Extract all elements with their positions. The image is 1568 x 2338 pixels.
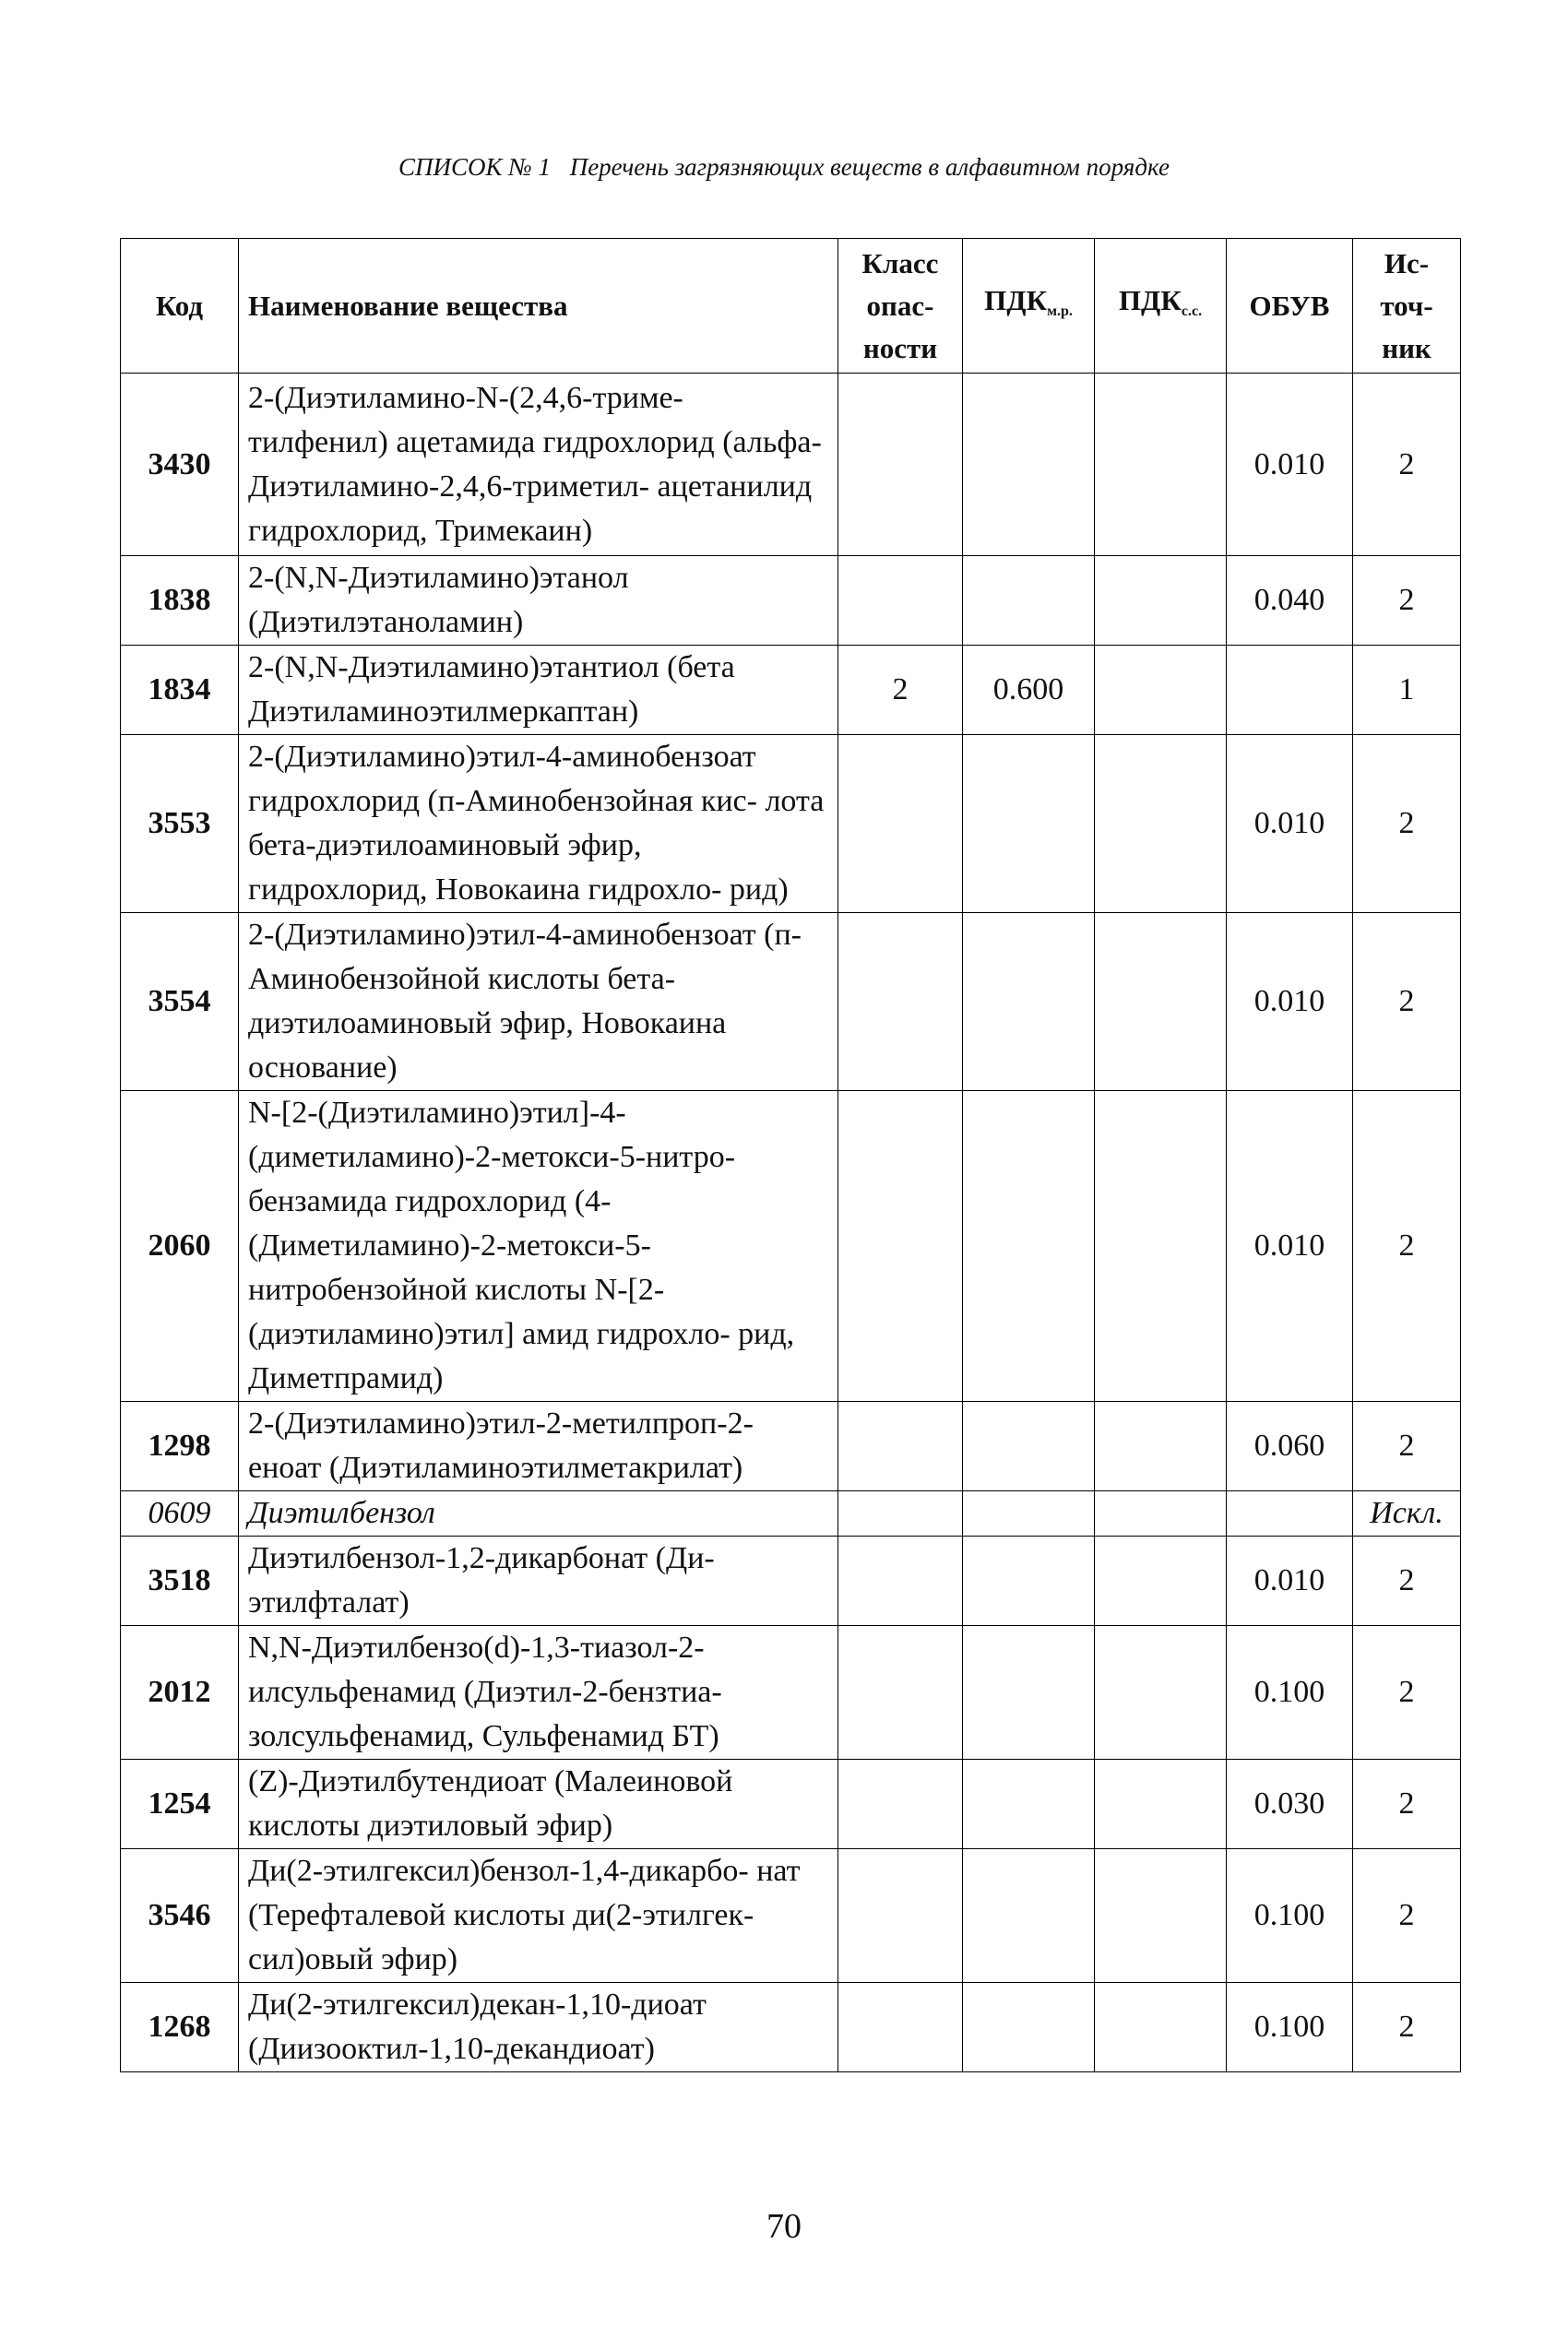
cell-name: N-[2-(Диэтиламино)этил]-4- (диметиламино)-2-метокси-5-нитро- бензамида гидрохлорид (4-(Диметиламино)-2-метокси-5- нитробензойной кислоты N-[2- (диэтиламино)этил] амид гидрохло- рид, Диметпрамид) xyxy=(239,1091,838,1402)
cell-code: 1298 xyxy=(121,1402,239,1491)
cell-pdk-ss xyxy=(1095,1760,1227,1849)
cell-source: 2 xyxy=(1353,1091,1461,1402)
cell-source: 2 xyxy=(1353,1760,1461,1849)
col-header-obuv: ОБУВ xyxy=(1227,239,1353,374)
table-header-row xyxy=(121,239,1461,374)
cell-code: 1254 xyxy=(121,1760,239,1849)
table-row xyxy=(121,735,1461,913)
cell-source: 2 xyxy=(1353,1402,1461,1491)
cell-pdk-mr xyxy=(963,735,1095,913)
cell-name: 2-(N,N-Диэтиламино)этанол (Диэтилэтаноламин) xyxy=(239,556,838,646)
cell-obuv: 0.010 xyxy=(1227,913,1353,1091)
table-row xyxy=(121,1983,1461,2072)
cell-pdk-ss xyxy=(1095,913,1227,1091)
cell-code: 1838 xyxy=(121,556,239,646)
table-row xyxy=(121,913,1461,1091)
cell-code: 1268 xyxy=(121,1983,239,2072)
cell-code: 3546 xyxy=(121,1849,239,1983)
cell-pdk-ss xyxy=(1095,1626,1227,1760)
cell-name: 2-(Диэтиламино)этил-2-метилпроп-2- еноат (Диэтиламиноэтилметакрилат) xyxy=(239,1402,838,1491)
table-row xyxy=(121,374,1461,556)
list-subtitle: Перечень загрязняющих веществ в алфавитном порядке xyxy=(569,153,1170,181)
cell-source: 2 xyxy=(1353,913,1461,1091)
cell-name: 2-(N,N-Диэтиламино)этантиол (бета Диэтиламиноэтилмеркаптан) xyxy=(239,646,838,735)
cell-pdk-mr xyxy=(963,913,1095,1091)
cell-name: Ди(2-этилгексил)декан-1,10-диоат (Диизооктил-1,10-декандиоат) xyxy=(239,1983,838,2072)
table-row xyxy=(121,1402,1461,1491)
cell-hazard-class xyxy=(838,1402,963,1491)
pdk-ss-label: ПДК xyxy=(1118,283,1182,316)
cell-pdk-mr xyxy=(963,1849,1095,1983)
cell-pdk-mr xyxy=(963,1402,1095,1491)
cell-hazard-class xyxy=(838,1537,963,1626)
col-header-source: Ис- точ- ник xyxy=(1353,239,1461,374)
table-row xyxy=(121,1760,1461,1849)
cell-hazard-class: 2 xyxy=(838,646,963,735)
cell-source: Искл. xyxy=(1353,1491,1461,1537)
cell-pdk-ss xyxy=(1095,1537,1227,1626)
cell-source: 2 xyxy=(1353,1537,1461,1626)
table-row xyxy=(121,1626,1461,1760)
pdk-mr-label: ПДК xyxy=(984,283,1048,316)
pdk-mr-subscript: м.р. xyxy=(1047,303,1073,319)
cell-pdk-ss xyxy=(1095,1849,1227,1983)
list-label: СПИСОК № 1 xyxy=(398,153,551,181)
cell-code: 2012 xyxy=(121,1626,239,1760)
cell-obuv: 0.010 xyxy=(1227,735,1353,913)
cell-pdk-ss xyxy=(1095,735,1227,913)
col-header-pdk-ss xyxy=(1095,239,1227,374)
cell-pdk-mr xyxy=(963,1537,1095,1626)
cell-source: 1 xyxy=(1353,646,1461,735)
cell-obuv: 0.060 xyxy=(1227,1402,1353,1491)
cell-obuv: 0.040 xyxy=(1227,556,1353,646)
cell-name: 2-(Диэтиламино)этил-4-аминобензоат (п-Аминобензойной кислоты бета- диэтилоаминовый эфир, Новокаина основание) xyxy=(239,913,838,1091)
cell-name: Диэтилбензол-1,2-дикарбонат (Ди- этилфталат) xyxy=(239,1537,838,1626)
table-row xyxy=(121,1537,1461,1626)
table-row xyxy=(121,646,1461,735)
cell-pdk-mr xyxy=(963,1983,1095,2072)
col-header-name: Наименование вещества xyxy=(239,239,838,374)
cell-pdk-mr xyxy=(963,1626,1095,1760)
cell-source: 2 xyxy=(1353,735,1461,913)
cell-pdk-ss xyxy=(1095,556,1227,646)
cell-code: 2060 xyxy=(121,1091,239,1402)
cell-hazard-class xyxy=(838,1760,963,1849)
cell-source: 2 xyxy=(1353,556,1461,646)
cell-name: Диэтилбензол xyxy=(239,1491,838,1537)
cell-hazard-class xyxy=(838,1091,963,1402)
cell-pdk-ss xyxy=(1095,1091,1227,1402)
cell-source: 2 xyxy=(1353,374,1461,556)
cell-pdk-ss xyxy=(1095,1983,1227,2072)
cell-obuv: 0.100 xyxy=(1227,1849,1353,1983)
cell-obuv: 0.010 xyxy=(1227,1091,1353,1402)
cell-pdk-ss xyxy=(1095,1402,1227,1491)
cell-pdk-ss xyxy=(1095,1491,1227,1537)
cell-name: N,N-Диэтилбензо(d)-1,3-тиазол-2- илсульфенамид (Диэтил-2-бензтиа- золсульфенамид, Сульфенамид БТ) xyxy=(239,1626,838,1760)
cell-obuv: 0.030 xyxy=(1227,1760,1353,1849)
cell-source: 2 xyxy=(1353,1626,1461,1760)
cell-code: 3553 xyxy=(121,735,239,913)
cell-pdk-mr xyxy=(963,374,1095,556)
cell-pdk-ss xyxy=(1095,646,1227,735)
table-row xyxy=(121,1091,1461,1402)
cell-code: 3554 xyxy=(121,913,239,1091)
cell-name: Ди(2-этилгексил)бензол-1,4-дикарбо- нат (Терефталевой кислоты ди(2-этилгек- сил)овый эфир) xyxy=(239,1849,838,1983)
cell-name: (Z)-Диэтилбутендиоат (Малеиновой кислоты диэтиловый эфир) xyxy=(239,1760,838,1849)
table-row xyxy=(121,556,1461,646)
cell-hazard-class xyxy=(838,1626,963,1760)
cell-hazard-class xyxy=(838,374,963,556)
table-row xyxy=(121,1849,1461,1983)
pdk-ss-subscript: с.с. xyxy=(1181,303,1203,319)
cell-pdk-mr xyxy=(963,556,1095,646)
cell-pdk-mr xyxy=(963,1491,1095,1537)
cell-obuv: 0.100 xyxy=(1227,1626,1353,1760)
substances-table xyxy=(120,238,1461,2072)
cell-code: 3518 xyxy=(121,1537,239,1626)
cell-obuv xyxy=(1227,646,1353,735)
cell-name: 2-(Диэтиламино-N-(2,4,6-триме- тилфенил) ацетамида гидрохлорид (альфа-Диэтиламино-2,4,6-триметил- ацетанилид гидрохлорид, Тримекаин) xyxy=(239,374,838,556)
cell-pdk-ss xyxy=(1095,374,1227,556)
cell-code: 3430 xyxy=(121,374,239,556)
cell-hazard-class xyxy=(838,556,963,646)
cell-hazard-class xyxy=(838,1983,963,2072)
cell-code: 0609 xyxy=(121,1491,239,1537)
cell-name: 2-(Диэтиламино)этил-4-аминобензоат гидрохлорид (п-Аминобензойная кис- лота бета-диэтилоаминовый эфир, гидрохлорид, Новокаина гидрохло- рид) xyxy=(239,735,838,913)
cell-source: 2 xyxy=(1353,1849,1461,1983)
cell-obuv: 0.010 xyxy=(1227,1537,1353,1626)
cell-code: 1834 xyxy=(121,646,239,735)
cell-hazard-class xyxy=(838,735,963,913)
table-row xyxy=(121,1491,1461,1537)
cell-hazard-class xyxy=(838,1849,963,1983)
col-header-code: Код xyxy=(121,239,239,374)
cell-obuv: 0.100 xyxy=(1227,1983,1353,2072)
cell-obuv: 0.010 xyxy=(1227,374,1353,556)
page-number: 70 xyxy=(766,2207,802,2246)
cell-hazard-class xyxy=(838,1491,963,1537)
cell-pdk-mr xyxy=(963,1760,1095,1849)
page-header xyxy=(0,153,1568,182)
cell-source: 2 xyxy=(1353,1983,1461,2072)
col-header-hazard-class: Класс опас- ности xyxy=(838,239,963,374)
col-header-pdk-mr xyxy=(963,239,1095,374)
cell-hazard-class xyxy=(838,913,963,1091)
cell-obuv xyxy=(1227,1491,1353,1537)
cell-pdk-mr: 0.600 xyxy=(963,646,1095,735)
cell-pdk-mr xyxy=(963,1091,1095,1402)
